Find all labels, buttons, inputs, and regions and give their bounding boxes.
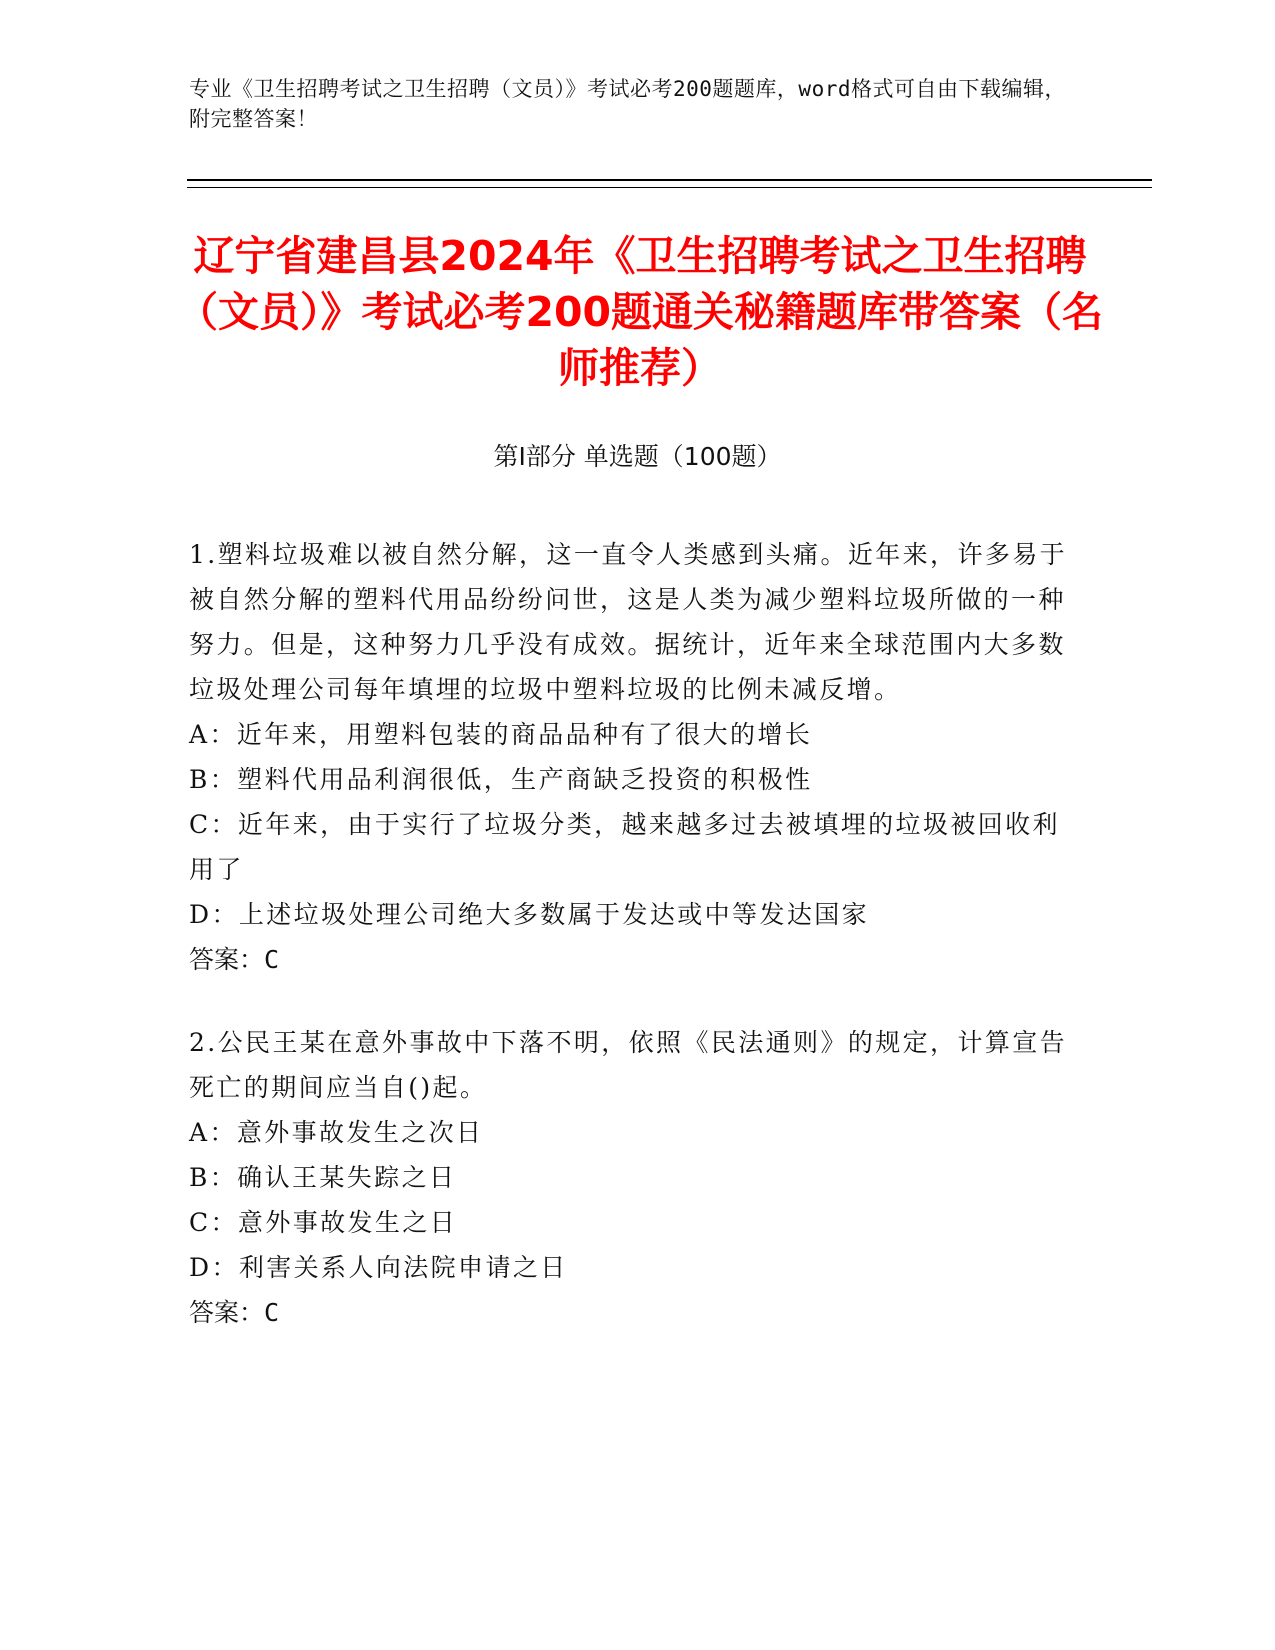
option-b: B：确认王某失踪之日: [189, 1163, 457, 1192]
option-d: D：上述垃圾处理公司绝大多数属于发达或中等发达国家: [189, 900, 870, 929]
option-c: C：意外事故发生之日: [189, 1208, 458, 1237]
option-a: A：近年来，用塑料包装的商品品种有了很大的增长: [189, 720, 813, 749]
option-c: C：近年来，由于实行了垃圾分类，越来越多过去被填埋的垃圾被回收利用了: [189, 810, 1060, 884]
header-rule-top: [187, 179, 1152, 181]
section-title: 第Ⅰ部分 单选题（100题）: [493, 442, 782, 471]
answer-label: 答案：: [189, 945, 265, 974]
question-text: 2.公民王某在意外事故中下落不明，依照《民法通则》的规定，计算宣告死亡的期间应当自()起。: [189, 1028, 1068, 1102]
question-2: [189, 1020, 1079, 1335]
question-1: [189, 532, 1079, 982]
header-rule-bottom: [187, 187, 1152, 188]
answer-value: C: [264, 945, 280, 974]
answer-line: [189, 937, 1079, 982]
question-text: 1.塑料垃圾难以被自然分解，这一直令人类感到头痛。近年来，许多易于被自然分解的塑料代用品纷纷问世，这是人类为减少塑料垃圾所做的一种努力。但是，这种努力几乎没有成效。据统计，近年来全球范围内大多数垃圾处理公司每年填埋的垃圾中塑料垃圾的比例未减反增。: [189, 540, 1068, 704]
answer-value: C: [264, 1298, 280, 1327]
header-note: 专业《卫生招聘考试之卫生招聘（文员）》考试必考200题题库，word格式可自由下载编辑，附完整答案！: [189, 77, 1066, 131]
option-d: D：利害关系人向法院申请之日: [189, 1253, 568, 1282]
option-b: B：塑料代用品利润很低，生产商缺乏投资的积极性: [189, 765, 813, 794]
question-list: [189, 532, 1079, 1373]
document-title: 辽宁省建昌县2024年《卫生招聘考试之卫生招聘（文员）》考试必考200题通关秘籍题库带答案（名师推荐）: [176, 232, 1104, 392]
answer-line: [189, 1290, 1079, 1335]
option-a: A：意外事故发生之次日: [189, 1118, 484, 1147]
answer-label: 答案：: [189, 1298, 265, 1327]
